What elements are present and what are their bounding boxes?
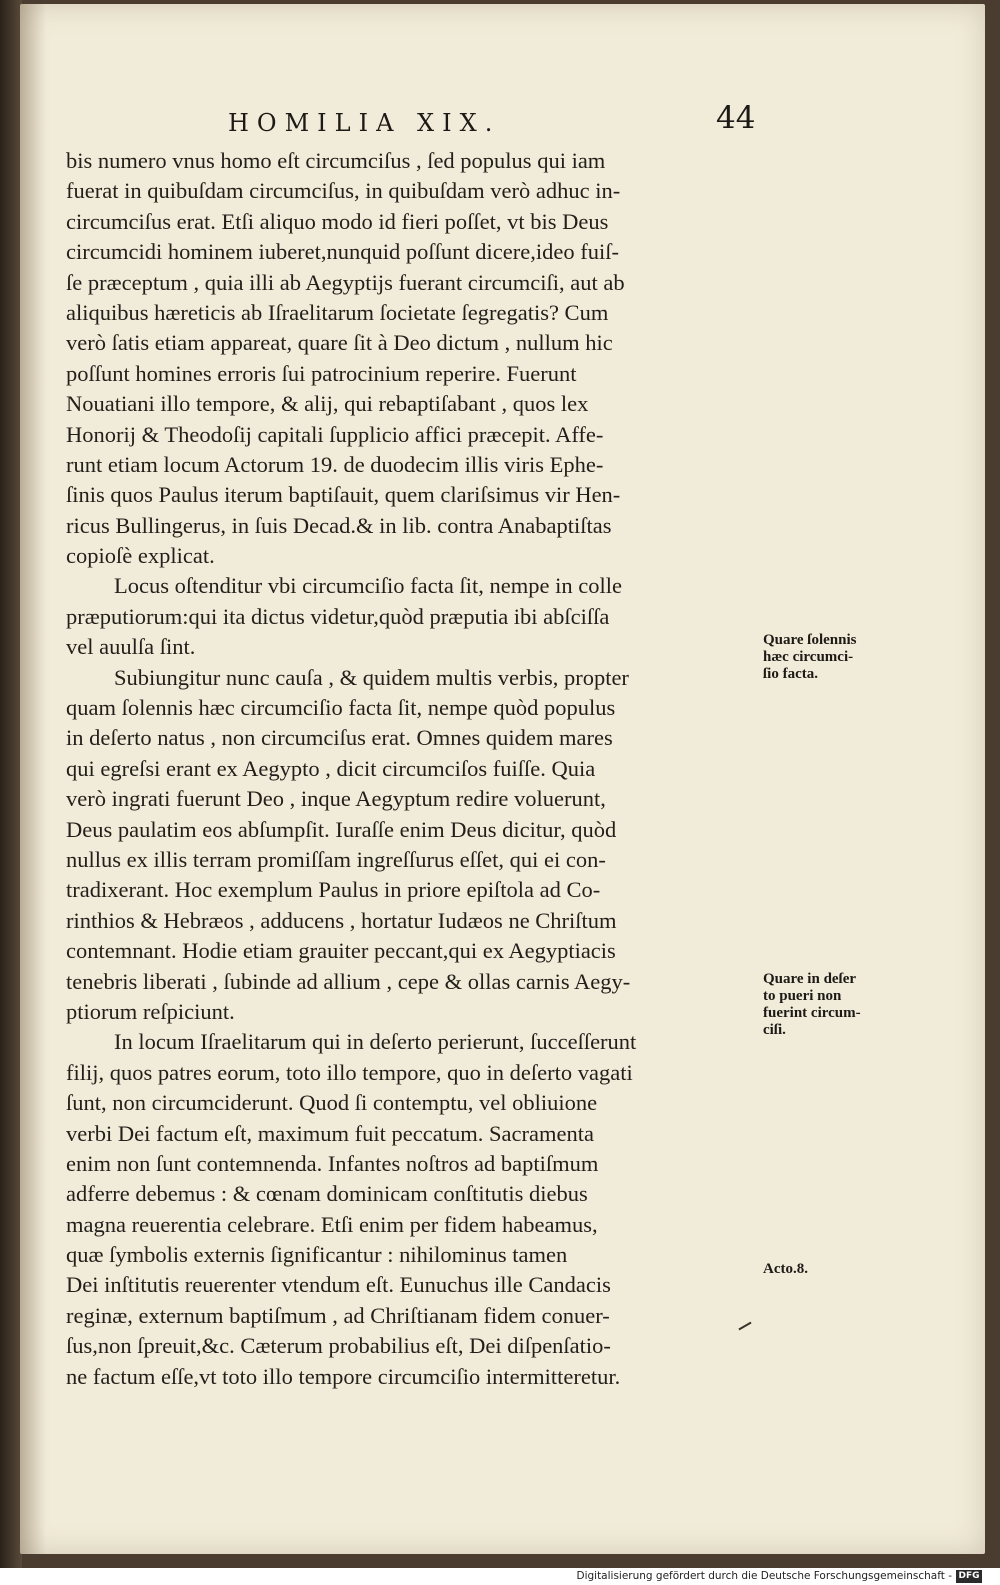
paragraph-start-line: Subiungitur nunc cauſa , & quidem multis verbis, propter [114,664,629,690]
text-line: ptiorum reſpiciunt. [66,998,235,1024]
text-line: circumciſus erat. Etſi aliquo modo id fieri poſſet, vt bis Deus [66,208,609,234]
text-line: bis numero vnus homo eſt circumciſus , ſed populus qui iam [66,148,606,173]
text-line: nullus ex illis terram promiſſam ingreſſurus eſſet, qui ei con- [66,846,606,872]
text-line: ricus Bullingerus, in ſuis Decad.& in lib. contra Anabaptiſtas [66,512,612,538]
text-line: qui egreſsi erant ex Aegypto , dicit circumciſos fuiſſe. Quia [66,755,596,781]
text-line: tradixerant. Hoc exemplum Paulus in priore epiſtola ad Co- [66,877,601,903]
text-line: tenebris liberati , ſubinde ad allium , cepe & ollas carnis Aegy- [66,968,631,994]
margin-note-desert-children: Quare in deſer to pueri non fuerint circum- ciſi. [763,971,861,1038]
text-line: filij, quos patres eorum, toto illo tempore, quo in deſerto vagati [66,1059,633,1085]
text-line: circumcidi hominem iuberet,nunquid poſſunt dicere,ideo fuiſ- [66,239,619,265]
dfg-logo: DFG [956,1570,982,1583]
text-line: fuerat in quibuſdam circumciſus, in quibuſdam verò adhuc in- [66,178,621,204]
text-line: rinthios & Hebræos , adducens , hortatur Iudæos ne Chriſtum [66,907,617,933]
running-head: HOMILIA XIX. [228,109,501,137]
text-line: Dei inſtitutis reuerenter vtendum eſt. Eunuchus ille Candacis [66,1272,611,1298]
paragraph-start-line: In locum Iſraelitarum qui in deſerto perierunt, ſucceſſerunt [114,1029,637,1055]
text-line: præputiorum:qui ita dictus videtur,quòd præputia ibi abſciſſa [66,603,610,629]
text-line: enim non ſunt contemnenda. Infantes noſtros ad baptiſmum [66,1150,599,1176]
text-line: Deus paulatim eos abſumpſit. Iuraſſe enim Deus dicitur, quòd [66,816,617,842]
text-line: reginæ, externum baptiſmum , ad Chriſtianam fidem conuer- [66,1302,610,1328]
text-line: quam ſolennis hæc circumciſio facta ſit, nempe quòd populus [66,695,616,721]
text-line: ſunt, non circumciderunt. Quod ſi contemptu, vel obliuione [66,1090,598,1116]
text-line: adferre debemus : & cœnam dominicam conſtitutis diebus [66,1181,588,1207]
page-number: 44 [716,100,756,136]
text-line: in deſerto natus , non circumciſus erat. Omnes quidem mares [66,725,613,751]
text-line: ſus,non ſpreuit,&c. Cæterum probabilius eſt, Dei diſpenſatio- [66,1333,611,1359]
text-line: verò ſatis etiam appareat, quare ſit à Deo dictum , nullum hic [66,330,613,356]
text-line: poſſunt homines erroris ſui patrocinium reperire. Fuerunt [66,360,577,386]
margin-note-acts-reference: Acto.8. [763,1261,808,1277]
text-line: aliquibus hæreticis ab Iſraelitarum ſocietate ſegregatis? Cum [66,299,609,325]
text-line: ſe præceptum , quia illi ab Aegyptijs fuerant circumciſi, aut ab [66,269,625,295]
text-line: Honorij & Theodoſij capitali ſupplicio affici præcepit. Affe- [66,421,604,447]
text-line: verbi Dei factum eſt, maximum fuit peccatum. Sacramenta [66,1120,594,1146]
funding-credit: Digitalisierung gefördert durch die Deutsche Forschungsgemeinschaft - [576,1570,952,1582]
text-line: copioſè explicat. [66,543,215,569]
paragraph-start-line: Locus oſtenditur vbi circumciſio facta ſit, nempe in colle [114,573,622,599]
text-line: verò ingrati fuerunt Deo , inque Aegyptum redire voluerunt, [66,786,606,812]
text-line: quæ ſymbolis externis ſignificantur : nihilominus tamen [66,1242,568,1268]
text-line: Nouatiani illo tempore, & alij, qui rebaptiſabant , quos lex [66,391,589,417]
text-line: runt etiam locum Actorum 19. de duodecim illis viris Ephe- [66,451,604,477]
text-line: ſinis quos Paulus iterum baptiſauit, quem clariſsimus vir Hen- [66,482,621,508]
book-spine-edge [0,0,22,1568]
text-line: contemnant. Hodie etiam grauiter peccant,qui ex Aegyptiacis [66,938,616,964]
text-line: ne factum eſſe,vt toto illo tempore circumciſio intermitteretur. [66,1363,621,1389]
text-line: magna reuerentia celebrare. Etſi enim per fidem habeamus, [66,1211,598,1237]
main-text-block [66,146,756,1392]
page-gutter-shadow [20,4,46,1554]
text-line: vel auulſa ſint. [66,634,196,660]
margin-note-solemn-circumcision: Quare ſolennis hæc circumci- ſio facta. [763,632,857,682]
